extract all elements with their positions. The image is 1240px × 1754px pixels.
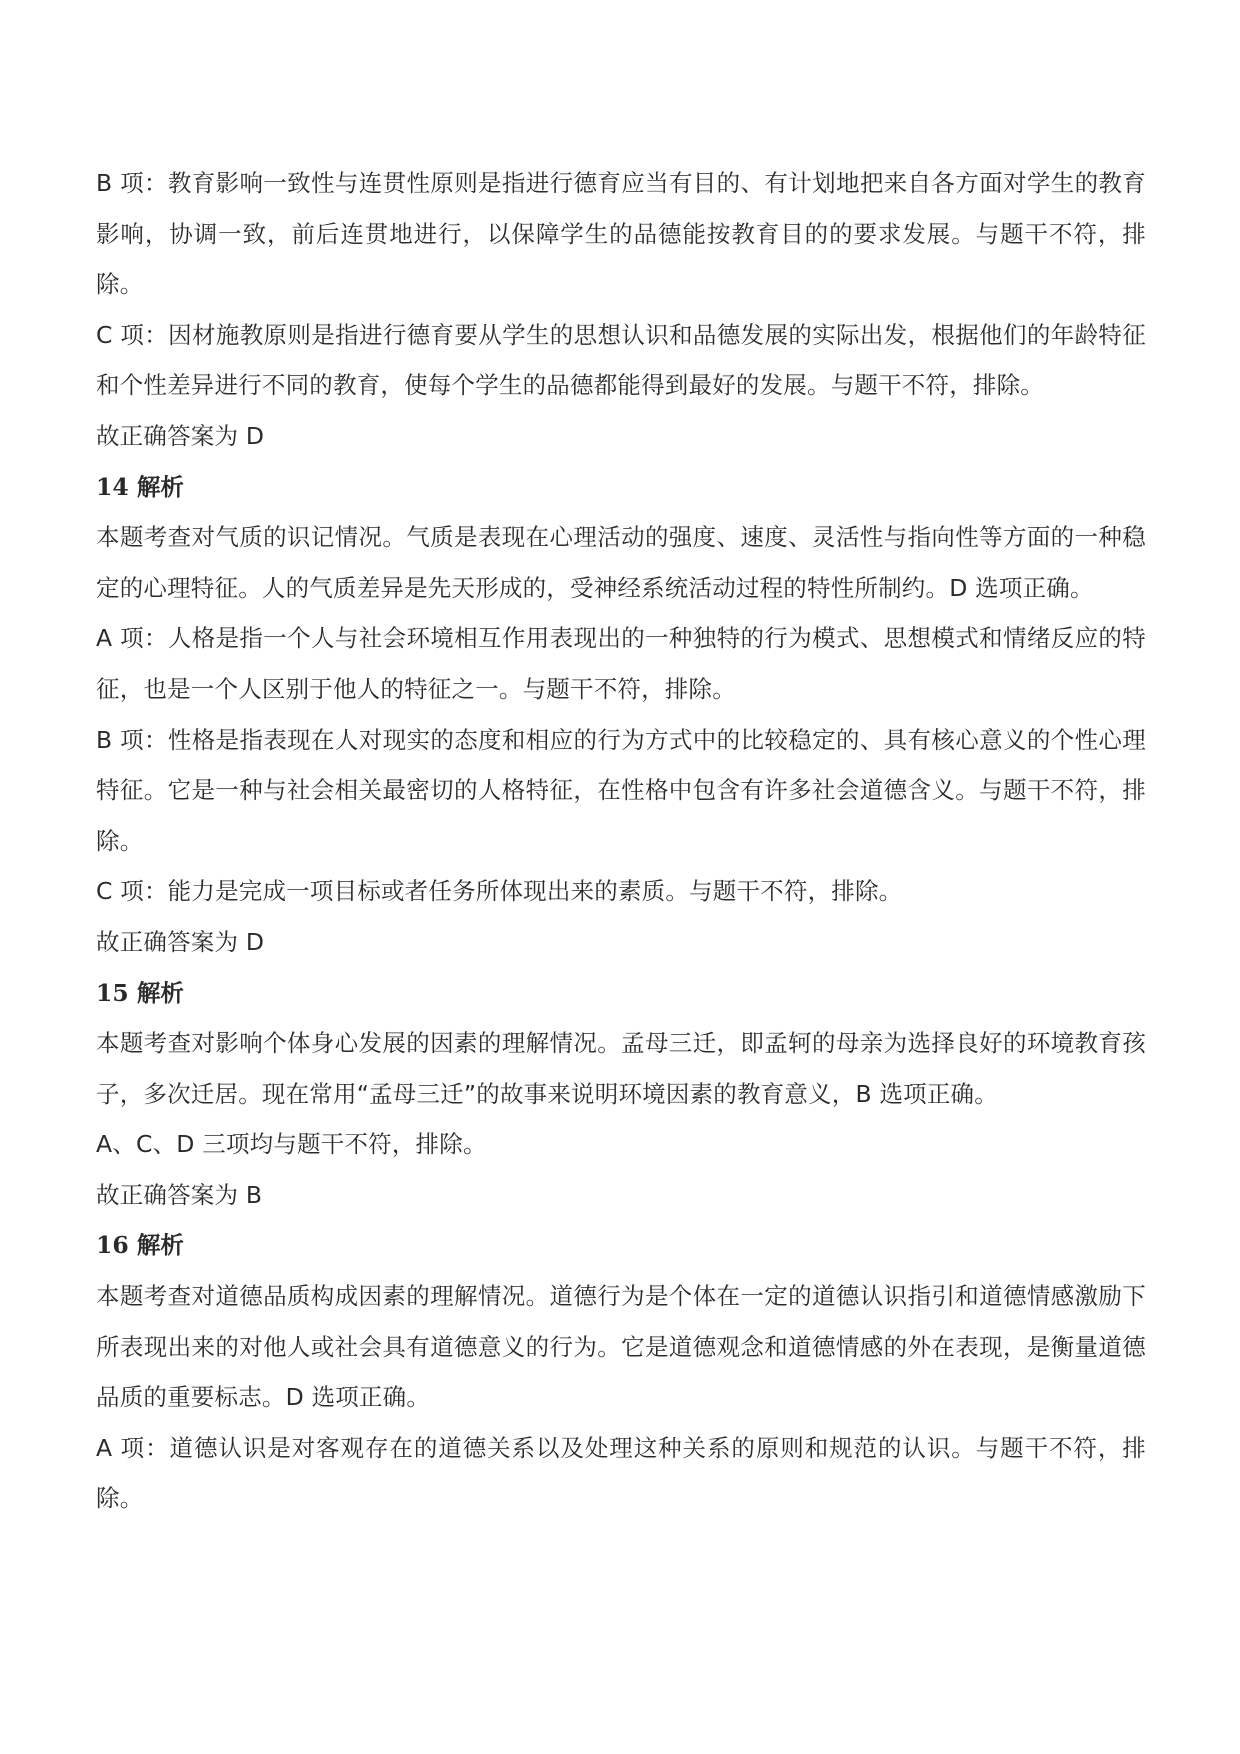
document-page	[96, 158, 1146, 1524]
paragraph-option-a: A 项：道德认识是对客观存在的道德关系以及处理这种关系的原则和规范的认识。与题干不符，排除。	[96, 1433, 1146, 1513]
paragraph-option-b: B 项：教育影响一致性与连贯性原则是指进行德育应当有目的、有计划地把来自各方面对学生的教育影响，协调一致，前后连贯地进行，以保障学生的品德能按教育目的的要求发展。与题干不符，排除。	[96, 169, 1146, 299]
paragraph-option-b: B 项：性格是指表现在人对现实的态度和相应的行为方式中的比较稳定的、具有核心意义的个性心理特征。它是一种与社会相关最密切的人格特征，在性格中包含有许多社会道德含义。与题干不符，排除。	[96, 725, 1146, 855]
section-heading-14: 14 解析	[96, 472, 184, 501]
paragraph-other-options: A、C、D 三项均与题干不符，排除。	[96, 1130, 487, 1159]
paragraph-explanation: 本题考查对道德品质构成因素的理解情况。道德行为是个体在一定的道德认识指引和道德情感激励下所表现出来的对他人或社会具有道德意义的行为。它是道德观念和道德情感的外在表现，是衡量道德品质的重要标志。D 选项正确。	[96, 1282, 1146, 1412]
section-heading-16: 16 解析	[96, 1231, 184, 1260]
answer-line: 故正确答案为 B	[96, 1180, 263, 1209]
paragraph-explanation: 本题考查对气质的识记情况。气质是表现在心理活动的强度、速度、灵活性与指向性等方面的一种稳定的心理特征。人的气质差异是先天形成的，受神经系统活动过程的特性所制约。D 选项正确。	[96, 523, 1146, 602]
paragraph-option-c: C 项：能力是完成一项目标或者任务所体现出来的素质。与题干不符，排除。	[96, 877, 903, 906]
paragraph-option-c: C 项：因材施教原则是指进行德育要从学生的思想认识和品德发展的实际出发，根据他们的年龄特征和个性差异进行不同的教育，使每个学生的品德都能得到最好的发展。与题干不符，排除。	[96, 320, 1146, 400]
answer-line: 故正确答案为 D	[96, 421, 265, 450]
answer-line: 故正确答案为 D	[96, 927, 265, 956]
section-heading-15: 15 解析	[96, 978, 184, 1007]
paragraph-explanation: 本题考查对影响个体身心发展的因素的理解情况。孟母三迁，即孟轲的母亲为选择良好的环境教育孩子，多次迁居。现在常用“孟母三迁”的故事来说明环境因素的教育意义，B 选项正确。	[96, 1029, 1146, 1108]
paragraph-option-a: A 项：人格是指一个人与社会环境相互作用表现出的一种独特的行为模式、思想模式和情绪反应的特征，也是一个人区别于他人的特征之一。与题干不符，排除。	[96, 624, 1146, 703]
